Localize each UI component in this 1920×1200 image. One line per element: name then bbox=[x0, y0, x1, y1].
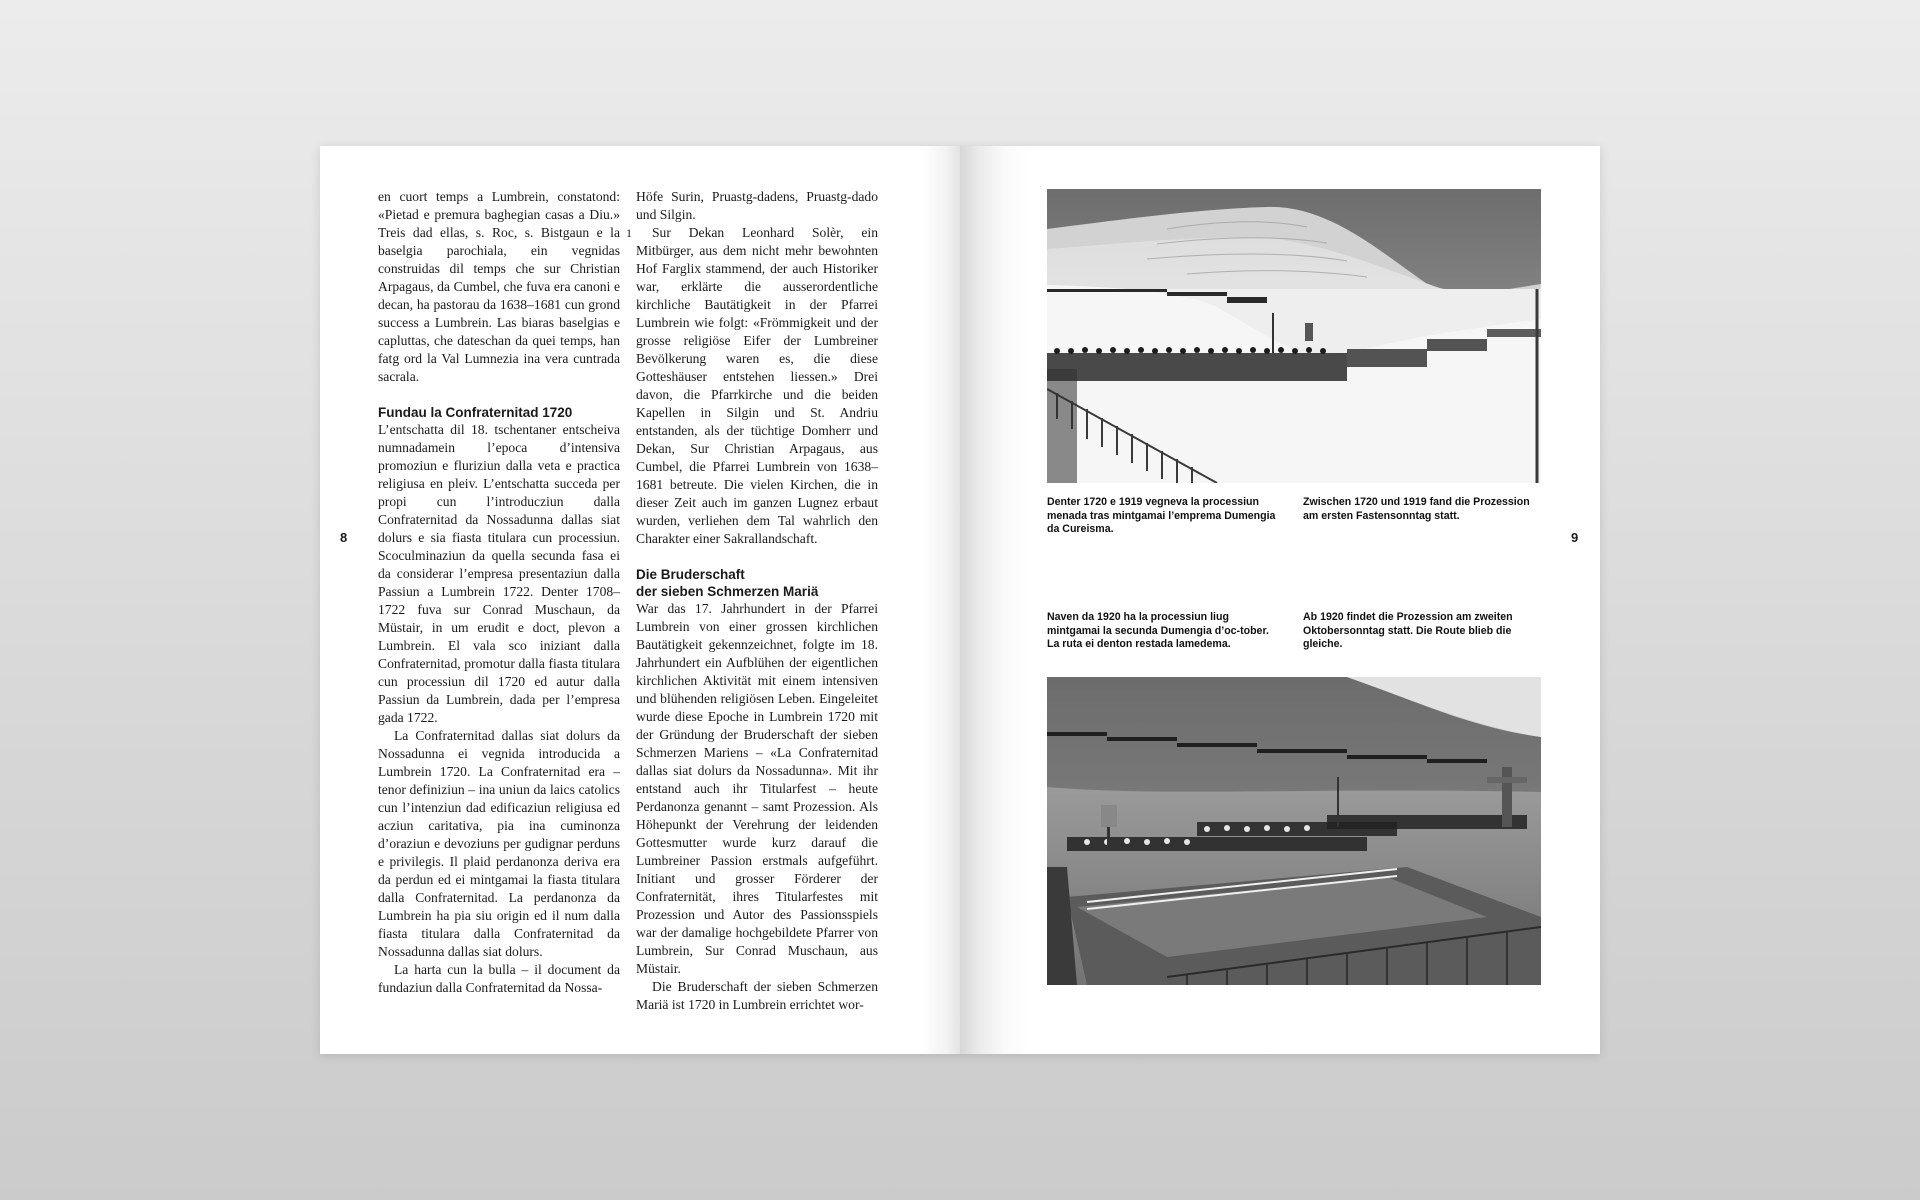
section-heading bbox=[636, 566, 878, 600]
paragraph: Sur Dekan Leonhard Solèr, ein Mitbürger, aus dem nicht mehr bewohnten Hof Farglix stammend, der auch Historiker war, erklärte die ausserordentliche kirchliche Bautätigkeit in der Pfarrei Lumbrein wie folgt: «Frömmigkeit und der grosse religiöse Eifer der Lumbreiner Bevölkerung waren es, die diese Gotteshäuser entstehen liessen.» Drei davon, die Pfarrkirche und die beiden Kapellen in Silgin und St. Andriu entstanden, als der tüchtige Domherr und Dekan, Sur Christian Arpagaus, aus Cumbel, die Pfarrei Lumbrein von 1638–1681 betreute. Die vielen Kirchen, die in dieser Zeit auch im ganzen Lugnez erbaut wurden, verliehen dem Tal wahrlich den Charakter einer Sakrallandschaft. bbox=[636, 225, 878, 546]
page-number-right: 9 bbox=[1571, 530, 1579, 545]
caption-bottom-romansh: Naven da 1920 ha la processiun liug mintgamai la secunda Dumengia d’oc-tober. La ruta ei denton restada lamedema. bbox=[1047, 611, 1269, 650]
photo-autumn-procession bbox=[1047, 677, 1541, 985]
heading-line: Die Bruderschaft bbox=[636, 567, 745, 582]
book-spread bbox=[320, 146, 1600, 1054]
section-heading: Fundau la Confraternitad 1720 bbox=[378, 405, 573, 420]
text-column-romansh bbox=[378, 188, 620, 997]
paragraph: Höfe Surin, Pruastg-dadens, Pruastg-dado und Silgin. bbox=[636, 189, 878, 222]
paragraph: en cuort temps a Lumbrein, constatond: «Pietad e premura baghegian casas a Diu.» Treis dad ellas, s. Roc, s. Bistgaun e la baselgia parochiala, ein vegnidas construidas dil temps che sur Christian Arpagaus, da Cumbel, che fuva era canoni e decan, ha pastorau da 1638–1681 cun grond success a Lumbrein. Las biaras baselgias e capluttas, che dateschan da quei temps, han fatg ord la Val Lumnezia ina vera cuntrada sacrala. bbox=[378, 189, 620, 384]
paragraph: L’entschatta dil 18. tschentaner entscheiva numnadamein l’epoca d’intensiva promoziun e fluriziun dalla veta e practica religiusa en pleiv. L’entschatta succeda per propi cun l’introducziun dalla Confraternitad da Nossadunna dallas siat dolurs e sia fiasta titulara cun processiun. Scoculminaziun da quella secunda fasa ei da considerar l’empresa presentaziun dalla Passiun a Lumbrein 1722. Denter 1708–1722 fuva sur Conrad Muschaun, da Müstair, in um erudit e doct, plevon a Lumbrein. El vala sco iniziant dalla Confraternitad, promotur dalla fiasta titulara cun processiun dil 1720 ed autur dalla Passiun da Lumbrein, dada per l’empresa gada 1722. bbox=[378, 422, 620, 725]
marginal-note-mark: 1 bbox=[626, 226, 632, 240]
heading-line: der sieben Schmerzen Mariä bbox=[636, 584, 819, 599]
photo-winter-procession bbox=[1047, 189, 1541, 483]
paragraph: La harta cun la bulla – il document da fundaziun dalla Confraternitad da Nossa- bbox=[378, 962, 620, 995]
caption-bottom-german: Ab 1920 findet die Prozession am zweiten Oktobersonntag statt. Die Route blieb die gleiche. bbox=[1303, 611, 1513, 650]
left-page bbox=[320, 146, 960, 1054]
caption-top-romansh: Denter 1720 e 1919 vegneva la processiun menada tras mintgamai l’emprema Dumengia da Cureisma. bbox=[1047, 496, 1276, 535]
paragraph: La Confraternitad dallas siat dolurs da Nossadunna ei vegnida introducida a Lumbrein 1720. La Confraternitad era – tenor definiziun – ina uniun da laics catolics cun l’intenziun dad edificaziun religiusa ed acziun caritativa, pia ina cuminonza d’oraziun e devoziuns per gudignar perduns e privilegis. Il plaid perdanonza deriva era da perdun ed ei mintgamai la fiasta titulara dalla Confraternitad. La perdanonza da Lumbrein ha pia siu origin ed il num dalla fiasta titulara dalla Confraternitad da Nossadunna dallas siat dolurs. bbox=[378, 728, 620, 959]
caption-top-german: Zwischen 1720 und 1919 fand die Prozession am ersten Fastensonntag statt. bbox=[1303, 496, 1530, 522]
paragraph: Die Bruderschaft der sieben Schmerzen Mariä ist 1720 in Lumbrein errichtet wor- bbox=[636, 979, 878, 1012]
paragraph: War das 17. Jahrhundert in der Pfarrei Lumbrein von einer grossen kirchlichen Bautätigkeit gekennzeichnet, folgte im 18. Jahrhundert ein Aufblühen der eigentlichen kirchlichen Aktivität mit einem intensiven und blühenden religiösen Leben. Eingeleitet wurde diese Epoche in Lumbrein 1720 mit der Gründung der Bruderschaft der sieben Schmerzen Mariens – «La Confraternitad dallas siat dolurs da Nossadunna». Mit ihr entstand auch ihr Titularfest – heute Perdanonza genannt – samt Prozession. Als Höhepunkt der Verehrung der leidenden Gottesmutter wurde kurz darauf die Lumbreiner Passion erstmals aufgeführt. Initiant und grosser Förderer der Confraternität, ihres Titularfestes mit Prozession und Autor des Passionsspiels war der damalige hochgebildete Pfarrer von Lumbrein, Sur Conrad Muschaun, aus Müstair. bbox=[636, 601, 878, 976]
right-page bbox=[960, 146, 1600, 1054]
page-number-left: 8 bbox=[340, 530, 348, 545]
text-column-german bbox=[636, 188, 878, 1014]
winter-procession-image bbox=[1047, 189, 1541, 483]
autumn-procession-image bbox=[1047, 677, 1541, 985]
